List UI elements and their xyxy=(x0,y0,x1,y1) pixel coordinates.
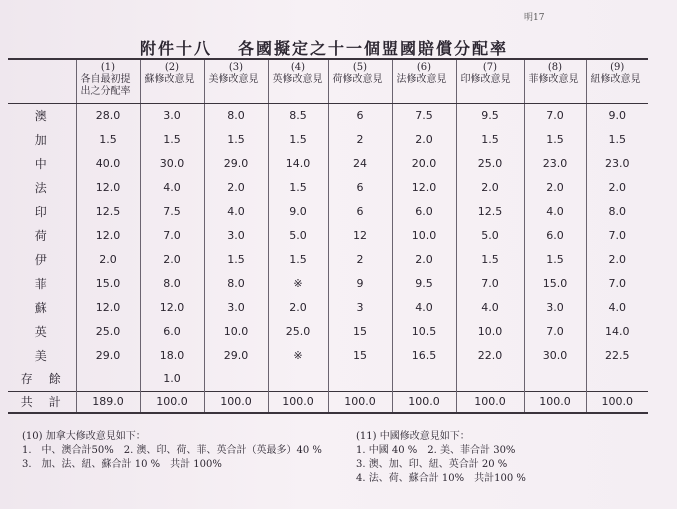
table-cell: 2.0 xyxy=(204,175,268,199)
table-cell: 6.0 xyxy=(392,199,456,223)
table-cell: 100.0 xyxy=(524,391,586,413)
table-row xyxy=(8,199,648,223)
table-cell: 2.0 xyxy=(586,247,648,271)
appendix-label: 附件十八 xyxy=(140,39,213,58)
china-notes xyxy=(356,430,656,486)
table-cell: 12 xyxy=(328,223,392,247)
table-cell: ※ xyxy=(268,343,328,367)
reparation-table xyxy=(8,58,648,414)
table-cell xyxy=(204,367,268,391)
table-cell xyxy=(392,367,456,391)
column-header: (7) 印修改意見 xyxy=(456,59,524,103)
table-cell: 7.0 xyxy=(586,223,648,247)
notes-line: 1. 中、澳合計50% 2. 澳、印、荷、菲、英合計（英最多）40 % xyxy=(22,445,322,456)
table-cell: 4.0 xyxy=(204,199,268,223)
table-cell: 8.0 xyxy=(586,199,648,223)
total-row xyxy=(8,391,648,413)
table-cell: 2.0 xyxy=(268,295,328,319)
country-label: 法 xyxy=(34,180,49,195)
table-cell: 2 xyxy=(328,247,392,271)
table-cell: 100.0 xyxy=(204,391,268,413)
country-label: 蘇 xyxy=(34,300,49,315)
table-cell: 7.0 xyxy=(140,223,204,247)
table-row xyxy=(8,271,648,295)
table-row xyxy=(8,247,648,271)
table-cell: 22.5 xyxy=(586,343,648,367)
table-cell: 24 xyxy=(328,151,392,175)
table-row xyxy=(8,151,648,175)
table-cell: 9.0 xyxy=(268,199,328,223)
table-cell: 15.0 xyxy=(76,271,140,295)
table-cell: 1.5 xyxy=(204,247,268,271)
table-cell: 2.0 xyxy=(140,247,204,271)
table-cell: 16.5 xyxy=(392,343,456,367)
table-cell: 100.0 xyxy=(586,391,648,413)
table-cell: ※ xyxy=(268,271,328,295)
table-cell: 12.0 xyxy=(76,223,140,247)
table-cell: 3.0 xyxy=(140,103,204,127)
table-cell xyxy=(268,367,328,391)
table-cell: 8.0 xyxy=(204,103,268,127)
table-cell: 1.5 xyxy=(524,127,586,151)
notes-heading: (11) 中國修改意見如下： xyxy=(356,431,470,442)
table-cell: 7.5 xyxy=(140,199,204,223)
table-cell: 1.0 xyxy=(140,367,204,391)
table-row xyxy=(8,367,648,391)
table-cell: 2.0 xyxy=(392,127,456,151)
table-cell: 30.0 xyxy=(140,151,204,175)
table-cell: 20.0 xyxy=(392,151,456,175)
table-cell: 14.0 xyxy=(586,319,648,343)
table-cell: 25.0 xyxy=(76,319,140,343)
table-cell: 40.0 xyxy=(76,151,140,175)
column-header: (4) 英修改意見 xyxy=(268,59,328,103)
table-cell: 4.0 xyxy=(524,199,586,223)
table-cell: 9.5 xyxy=(456,103,524,127)
column-header: (6) 法修改意見 xyxy=(392,59,456,103)
table-cell: 100.0 xyxy=(328,391,392,413)
table-cell: 8.0 xyxy=(140,271,204,295)
table-cell: 2.0 xyxy=(456,175,524,199)
table-cell: 4.0 xyxy=(392,295,456,319)
notes-line: 3. 加、法、紐、蘇合計 10 % 共計 100% xyxy=(22,459,222,470)
table-cell: 6 xyxy=(328,175,392,199)
notes-heading: (10) 加拿大修改意見如下： xyxy=(22,431,146,442)
table-cell: 1.5 xyxy=(456,247,524,271)
table-cell: 7.0 xyxy=(524,103,586,127)
table-cell: 25.0 xyxy=(456,151,524,175)
table-cell: 3 xyxy=(328,295,392,319)
column-header: (8) 菲修改意見 xyxy=(524,59,586,103)
country-label: 印 xyxy=(34,204,49,219)
table-cell: 30.0 xyxy=(524,343,586,367)
table-cell: 10.0 xyxy=(392,223,456,247)
notes-line: 4. 法、荷、蘇合計 10% 共計100 % xyxy=(356,473,526,484)
table-cell: 29.0 xyxy=(76,343,140,367)
column-header: (3) 美修改意見 xyxy=(204,59,268,103)
table-cell: 7.0 xyxy=(456,271,524,295)
table-cell: 4.0 xyxy=(140,175,204,199)
table-cell: 6.0 xyxy=(140,319,204,343)
table-cell: 12.0 xyxy=(76,295,140,319)
table-cell: 12.0 xyxy=(140,295,204,319)
table-cell: 15 xyxy=(328,343,392,367)
table-cell: 6 xyxy=(328,103,392,127)
table-cell: 1.5 xyxy=(76,127,140,151)
table-cell: 15 xyxy=(328,319,392,343)
table-cell: 189.0 xyxy=(76,391,140,413)
table-cell: 10.0 xyxy=(204,319,268,343)
country-label: 荷 xyxy=(34,228,49,243)
document-title xyxy=(140,36,534,59)
table-cell: 6.0 xyxy=(524,223,586,247)
table-cell: 8.5 xyxy=(268,103,328,127)
table-cell: 28.0 xyxy=(76,103,140,127)
table-row xyxy=(8,319,648,343)
country-label: 共 計 xyxy=(20,395,63,410)
table-row xyxy=(8,223,648,247)
header-corner xyxy=(8,59,76,103)
notes-line: 3. 澳、加、印、紐、英合計 20 % xyxy=(356,459,508,470)
table-cell: 22.0 xyxy=(456,343,524,367)
country-label: 英 xyxy=(34,324,49,339)
table-cell: 100.0 xyxy=(392,391,456,413)
table-cell: 10.0 xyxy=(456,319,524,343)
table-cell: 7.0 xyxy=(586,271,648,295)
country-label: 菲 xyxy=(34,276,49,291)
table-cell: 29.0 xyxy=(204,151,268,175)
table-row xyxy=(8,127,648,151)
table-cell: 23.0 xyxy=(586,151,648,175)
table-cell: 5.0 xyxy=(268,223,328,247)
table-cell: 7.0 xyxy=(524,319,586,343)
country-label: 伊 xyxy=(34,252,49,267)
table-cell: 1.5 xyxy=(268,175,328,199)
table-cell: 1.5 xyxy=(524,247,586,271)
country-label: 美 xyxy=(34,348,49,363)
table-cell: 8.0 xyxy=(204,271,268,295)
table-cell: 9.0 xyxy=(586,103,648,127)
column-header: (9) 紐修改意見 xyxy=(586,59,648,103)
table-cell: 100.0 xyxy=(268,391,328,413)
table-row xyxy=(8,343,648,367)
country-label: 加 xyxy=(34,132,49,147)
header-row xyxy=(8,59,648,103)
column-header: (5) 荷修改意見 xyxy=(328,59,392,103)
table-cell: 2.0 xyxy=(392,247,456,271)
country-label: 澳 xyxy=(34,108,49,123)
table-cell: 9 xyxy=(328,271,392,295)
table-cell: 10.5 xyxy=(392,319,456,343)
table-cell: 14.0 xyxy=(268,151,328,175)
table-cell: 12.0 xyxy=(392,175,456,199)
table-cell xyxy=(328,367,392,391)
table-cell: 4.0 xyxy=(456,295,524,319)
table-cell: 23.0 xyxy=(524,151,586,175)
table-cell: 100.0 xyxy=(456,391,524,413)
corner-annotation: 明17 xyxy=(524,13,545,23)
column-header: (1) 各自最初提出之分配率 xyxy=(76,59,140,103)
table-cell: 1.5 xyxy=(268,247,328,271)
table-cell: 1.5 xyxy=(456,127,524,151)
title-text: 各國擬定之十一個盟國賠償分配率 xyxy=(238,39,509,58)
table-cell: 25.0 xyxy=(268,319,328,343)
table-cell xyxy=(586,367,648,391)
table-cell: 5.0 xyxy=(456,223,524,247)
table-cell: 2.0 xyxy=(586,175,648,199)
table-cell: 2 xyxy=(328,127,392,151)
table-cell: 3.0 xyxy=(524,295,586,319)
table-cell: 1.5 xyxy=(140,127,204,151)
table-cell: 4.0 xyxy=(586,295,648,319)
table-cell: 12.0 xyxy=(76,175,140,199)
table-cell xyxy=(456,367,524,391)
table-cell: 1.5 xyxy=(268,127,328,151)
table-cell: 3.0 xyxy=(204,295,268,319)
table-cell: 1.5 xyxy=(586,127,648,151)
table-cell: 12.5 xyxy=(76,199,140,223)
table-cell: 9.5 xyxy=(392,271,456,295)
country-label: 中 xyxy=(34,156,49,171)
table-cell: 6 xyxy=(328,199,392,223)
column-header: (2) 蘇修改意見 xyxy=(140,59,204,103)
table-cell: 100.0 xyxy=(140,391,204,413)
table-cell: 18.0 xyxy=(140,343,204,367)
table-cell: 29.0 xyxy=(204,343,268,367)
table-cell: 15.0 xyxy=(524,271,586,295)
table-cell xyxy=(524,367,586,391)
table-cell: 2.0 xyxy=(76,247,140,271)
table-cell: 1.5 xyxy=(204,127,268,151)
country-label: 存 餘 xyxy=(20,372,63,387)
table-row xyxy=(8,295,648,319)
table-cell: 7.5 xyxy=(392,103,456,127)
table-cell: 2.0 xyxy=(524,175,586,199)
canada-notes xyxy=(22,430,342,472)
notes-line: 1. 中國 40 % 2. 美、菲合計 30% xyxy=(356,445,516,456)
table-cell: 12.5 xyxy=(456,199,524,223)
table-row xyxy=(8,103,648,127)
table-cell: 3.0 xyxy=(204,223,268,247)
table-cell xyxy=(76,367,140,391)
table-row xyxy=(8,175,648,199)
